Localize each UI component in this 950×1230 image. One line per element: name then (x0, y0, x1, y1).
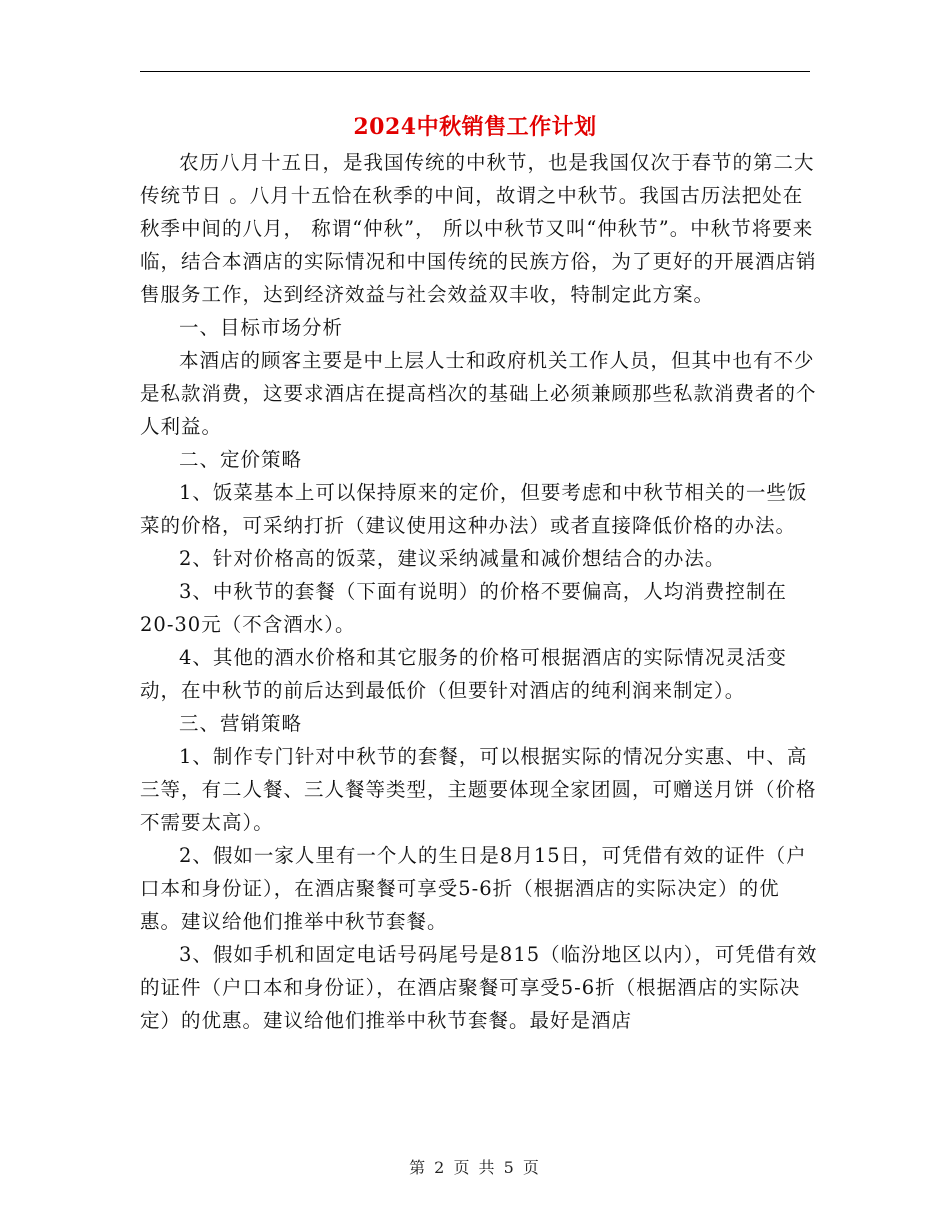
paragraph-pricing-3: 3、中秋节的套餐（下面有说明）的价格不要偏高，人均消费控制在20-30元（不含酒水）。 (140, 580, 787, 636)
section-heading-pricing: 二、定价策略 (179, 448, 303, 471)
paragraph-pricing-4: 4、其他的酒水价格和其它服务的价格可根据酒店的实际情况灵活变动，在中秋节的前后达到最低价（但要针对酒店的纯利润来制定）。 (140, 646, 787, 702)
paragraph-marketing-3: 3、假如手机和固定电话号码尾号是815（临汾地区以内），可凭借有效的证件（户口本和身份证），在酒店聚餐可享受5-6折（根据酒店的实际决定）的优惠。建议给他们推举中秋节套餐。最好是酒店 (140, 943, 818, 1032)
document-title: 2024中秋销售工作计划 (353, 114, 597, 140)
paragraph-marketing-1: 1、制作专门针对中秋节的套餐，可以根据实际的情况分实惠、中、高三等，有二人餐、三人餐等类型，主题要体现全家团圆，可赠送月饼（价格不需要太高）。 (140, 745, 817, 834)
paragraph-marketing-2: 2、假如一家人里有一个人的生日是8月15日，可凭借有效的证件（户口本和身份证），在酒店聚餐可享受5-6折（根据酒店的实际决定）的优惠。建议给他们推举中秋节套餐。 (140, 844, 807, 933)
paragraph-intro: 农历八月十五日，是我国传统的中秋节，也是我国仅次于春节的第二大传统节日 。八月十五恰在秋季的中间，故谓之中秋节。我国古历法把处在秋季中间的八月， 称谓“仲秋”， 所以中秋节又叫“仲秋节”。中秋节将要来临，结合本酒店的实际情况和中国传统的民族方俗，为了更好的开展酒店销售服务工作，达到经济效益与社会效益双丰收，特制定此方案。 (140, 151, 817, 306)
paragraph-target-market: 本酒店的顾客主要是中上层人士和政府机关工作人员，但其中也有不少是私款消费，这要求酒店在提高档次的基础上必须兼顾那些私款消费者的个人利益。 (140, 349, 817, 438)
paragraph-pricing-2: 2、针对价格高的饭菜，建议采纳减量和减价想结合的办法。 (179, 547, 726, 570)
section-heading-target-market: 一、目标市场分析 (179, 316, 344, 339)
section-heading-marketing: 三、营销策略 (179, 712, 303, 735)
page-number-footer: 第 2 页 共 5 页 (409, 1158, 541, 1177)
paragraph-pricing-1: 1、饭菜基本上可以保持原来的定价，但要考虑和中秋节相关的一些饭菜的价格，可采纳打折（建议使用这种办法）或者直接降低价格的办法。 (140, 481, 808, 537)
header-rule (140, 71, 810, 72)
document-body (140, 146, 820, 1037)
